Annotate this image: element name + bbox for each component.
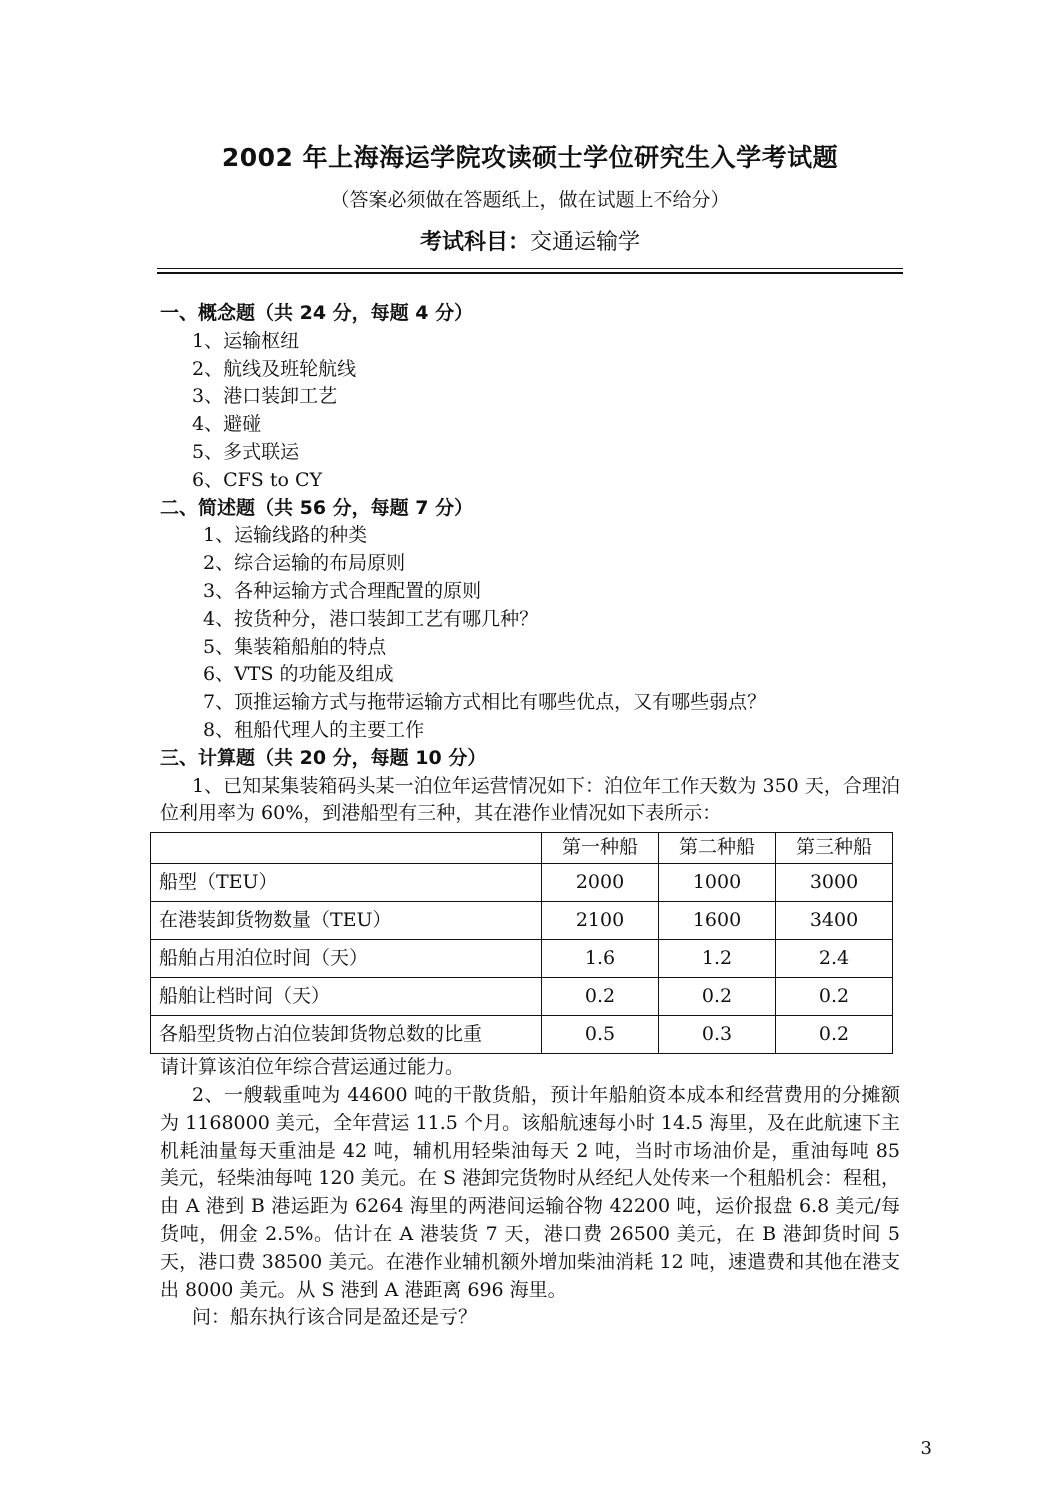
table-cell: 2000 <box>542 864 659 902</box>
table-row <box>151 978 893 1016</box>
section2-item: 5、集装箱船舶的特点 <box>203 635 387 658</box>
table-cell: 0.2 <box>776 1016 893 1054</box>
table-row <box>151 902 893 940</box>
table-cell: 1000 <box>659 864 776 902</box>
table-header-row <box>151 833 893 864</box>
table-cell: 0.5 <box>542 1016 659 1054</box>
table-cell: 船舶让档时间（天） <box>151 978 542 1016</box>
table-cell: 1600 <box>659 902 776 940</box>
section2-item: 2、综合运输的布局原则 <box>203 552 406 575</box>
table-cell: 0.2 <box>776 978 893 1016</box>
section2-item: 7、顶推运输方式与拖带运输方式相比有哪些优点，又有哪些弱点？ <box>203 691 767 714</box>
question2-text: 2、一艘载重吨为 44600 吨的干散货船，预计年船舶资本成本和经营费用的分摊额为 1168000 美元，全年营运 11.5 个月。该船航速每小时 14.5 海里，及在此航速下主机耗油量每天重油是 42 吨，辅机用轻柴油每天 2 吨，当时市场油价是，重油每吨 85 美元，轻柴油每吨 120 美元。在 S 港卸完货物时从经纪人处传来一个租船机会：程租，由 A 港到 B 港运距为 6264 海里的两港间运输谷物 42200 吨，运价报盘 6.8 美元/每货吨，佣金 2.5%。估计在 A 港装货 7 天，港口费 26500 美元，在 B 港卸货时间 5 天，港口费 38500 美元。在港作业辅机额外增加柴油消耗 12 吨，速遣费和其他在港支出 8000 美元。从 S 港到 A 港距离 696 海里。 <box>160 1083 900 1301</box>
section1-item: 5、多式联运 <box>192 440 300 463</box>
question1-text: 1、已知某集装箱码头某一泊位年运营情况如下：泊位年工作天数为 350 天，合理泊位利用率为 60%，到港船型有三种，其在港作业情况如下表所示： <box>160 774 900 825</box>
table-row <box>151 864 893 902</box>
table-header-cell <box>151 833 542 864</box>
header-rule-thin <box>157 268 903 269</box>
table-cell: 船舶占用泊位时间（天） <box>151 940 542 978</box>
exam-body <box>160 300 900 1332</box>
table-cell: 船型（TEU） <box>151 864 542 902</box>
section1-item: 4、避碰 <box>192 413 262 436</box>
table-row <box>151 1016 893 1054</box>
table-cell: 2100 <box>542 902 659 940</box>
answer-note: （答案必须做在答题纸上，做在试题上不给分） <box>330 189 730 211</box>
table-cell: 1.2 <box>659 940 776 978</box>
section2-item: 6、VTS 的功能及组成 <box>203 663 394 686</box>
table-header-cell: 第三种船 <box>776 833 893 864</box>
section2-item: 3、各种运输方式合理配置的原则 <box>203 579 482 602</box>
ship-data-table <box>150 832 893 1054</box>
section1-heading: 一、概念题（共 24 分，每题 4 分） <box>160 302 474 324</box>
table-cell: 0.2 <box>659 978 776 1016</box>
section2-item: 4、按货种分，港口装卸工艺有哪几种？ <box>203 607 539 630</box>
table-cell: 0.3 <box>659 1016 776 1054</box>
header-rule-thick <box>157 272 903 274</box>
subject-label: 考试科目： <box>419 230 530 255</box>
table-cell: 2.4 <box>776 940 893 978</box>
question1-ask: 请计算该泊位年综合营运通过能力。 <box>160 1056 465 1079</box>
table-cell: 在港装卸货物数量（TEU） <box>151 902 542 940</box>
section1-item: 3、港口装卸工艺 <box>192 385 338 408</box>
subject-value: 交通运输学 <box>530 230 641 255</box>
section2-heading: 二、简述题（共 56 分，每题 7 分） <box>160 496 474 519</box>
page-title: 2002 年上海海运学院攻读硕士学位研究生入学考试题 <box>221 143 839 172</box>
section2-item: 8、租船代理人的主要工作 <box>203 718 425 741</box>
exam-subject <box>0 225 1060 256</box>
table-cell: 各船型货物占泊位装卸货物总数的比重 <box>151 1016 542 1054</box>
table-header-cell: 第二种船 <box>659 833 776 864</box>
table-cell: 3000 <box>776 864 893 902</box>
table-cell: 1.6 <box>542 940 659 978</box>
section1-item: 1、运输枢纽 <box>192 329 300 352</box>
page-number: 3 <box>920 1438 932 1459</box>
table-cell: 0.2 <box>542 978 659 1016</box>
section1-item: 2、航线及班轮航线 <box>192 357 357 380</box>
question2-ask: 问：船东执行该合同是盈还是亏？ <box>192 1306 478 1329</box>
section3-heading: 三、计算题（共 20 分，每题 10 分） <box>160 746 487 769</box>
table-row <box>151 940 893 978</box>
section2-item: 1、运输线路的种类 <box>203 524 368 547</box>
section1-item: 6、CFS to CY <box>192 468 323 491</box>
table-cell: 3400 <box>776 902 893 940</box>
table-header-cell: 第一种船 <box>542 833 659 864</box>
